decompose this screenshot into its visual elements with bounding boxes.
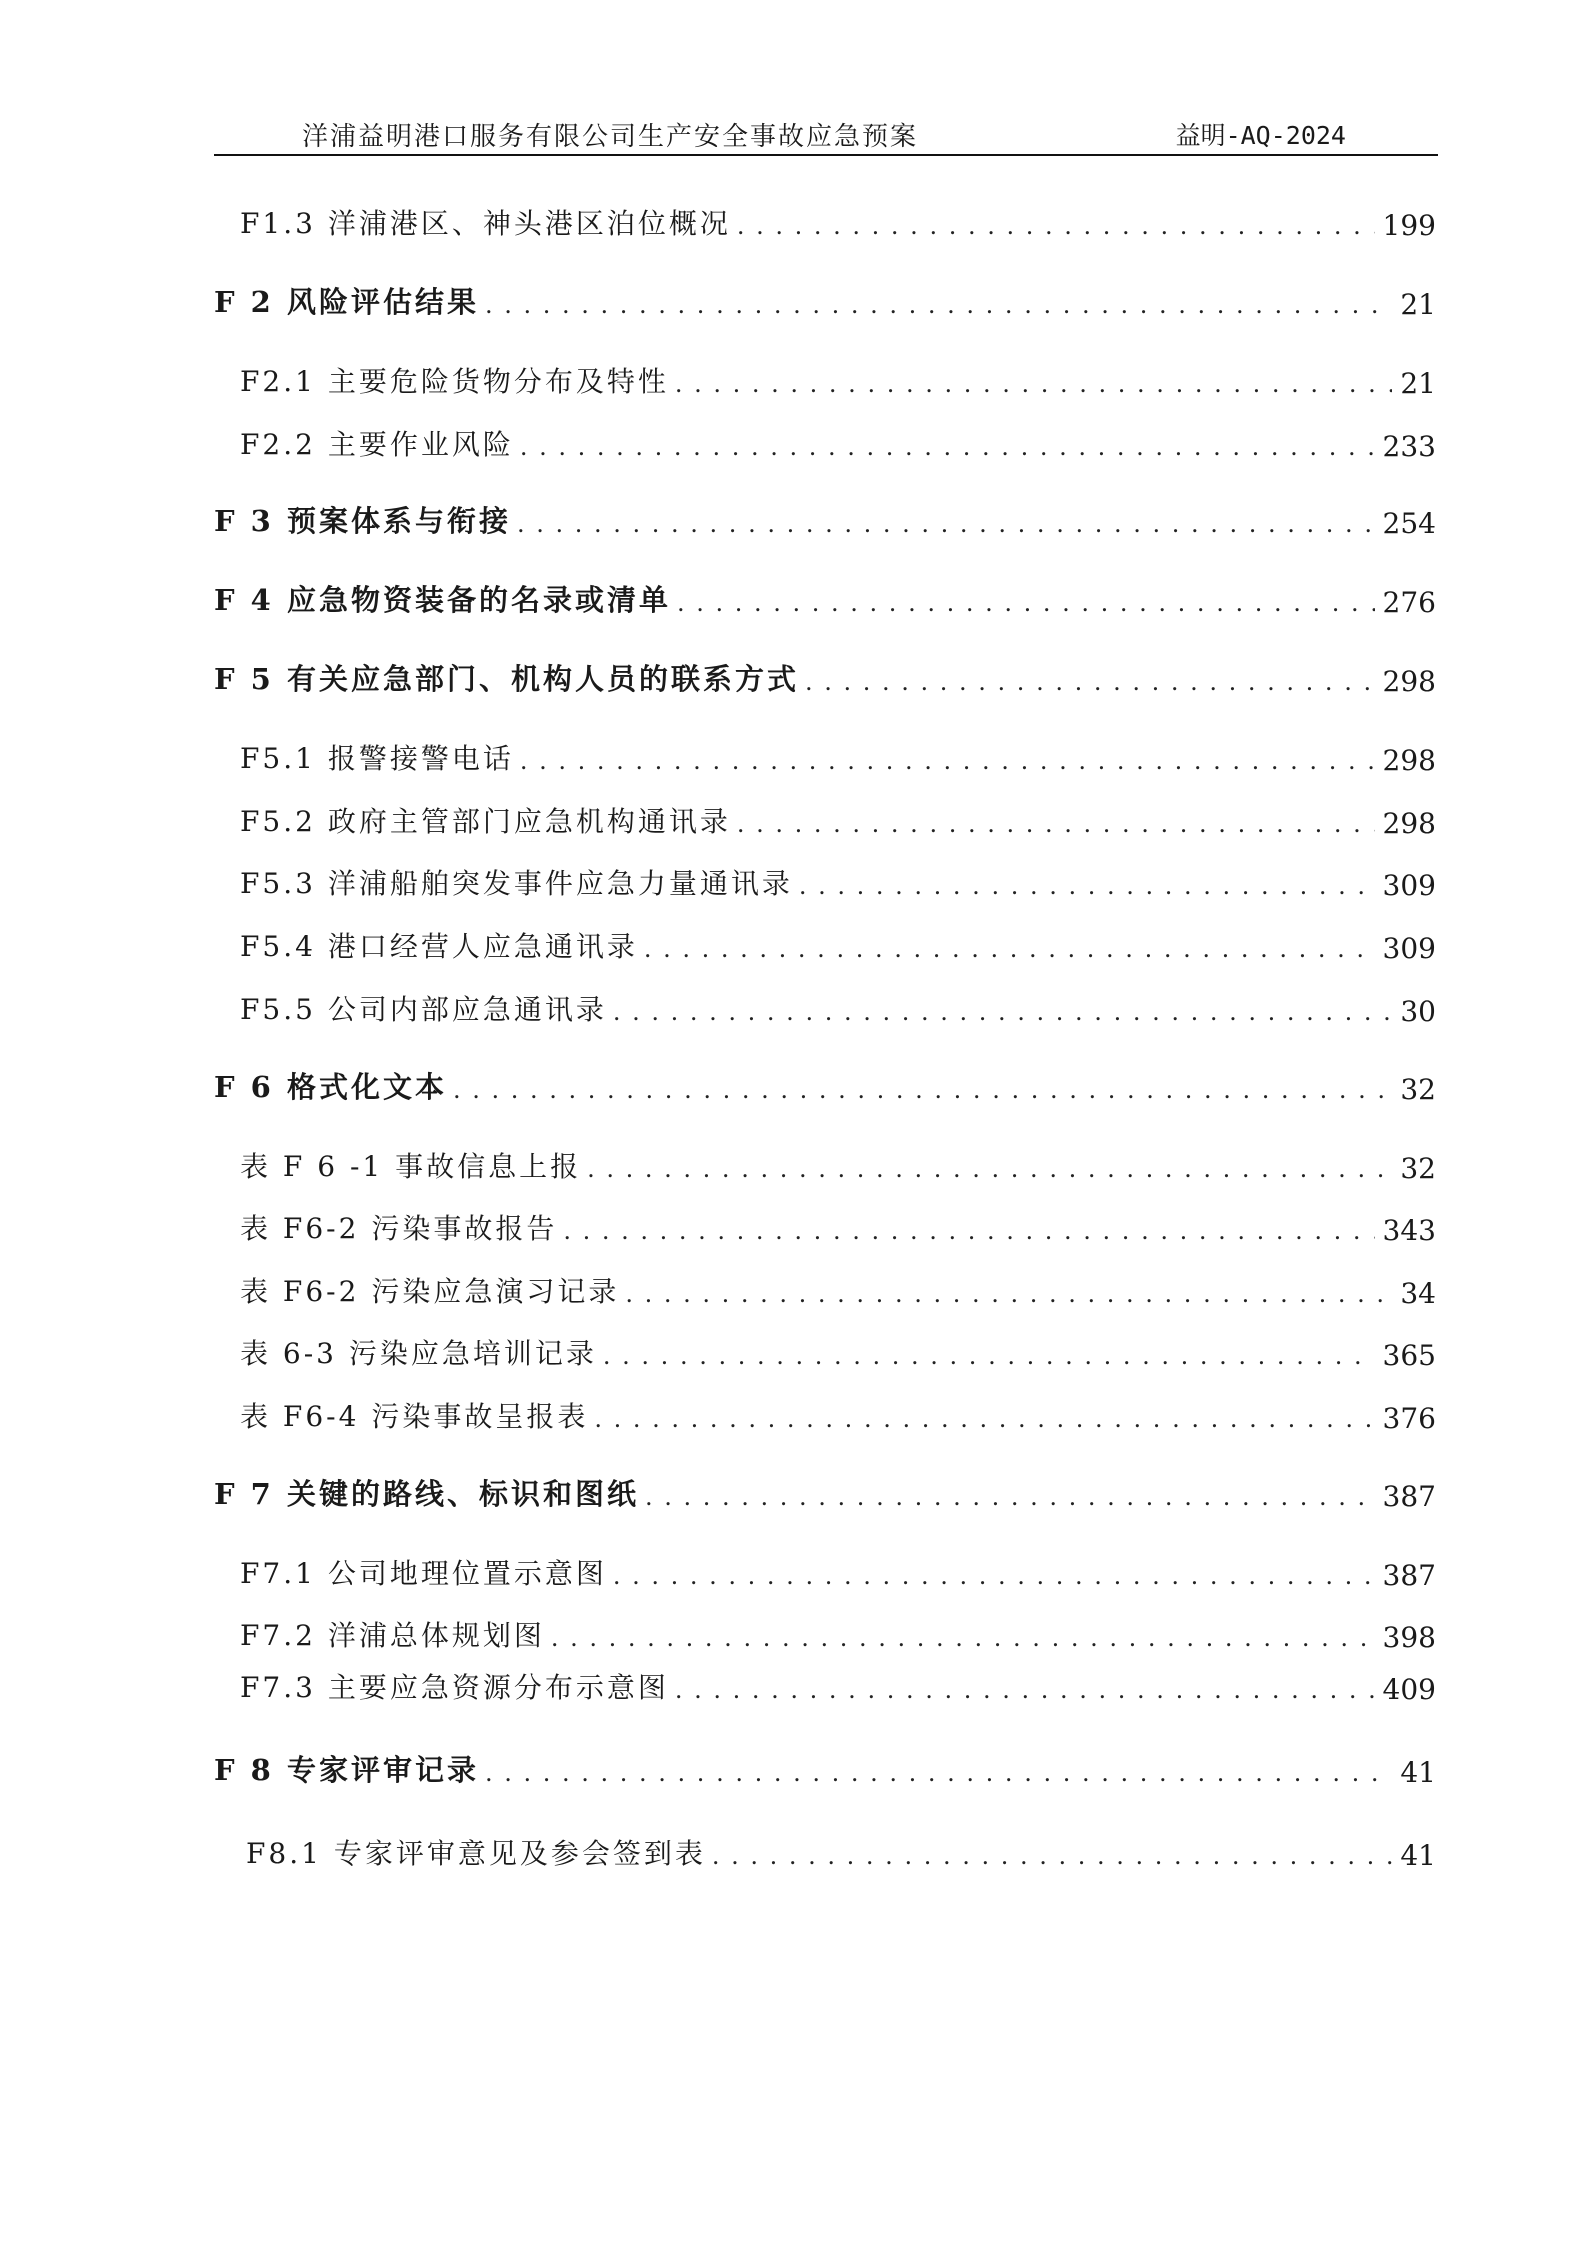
toc-leader-dots bbox=[563, 1217, 1374, 1247]
toc-entry-label: F5.2 政府主管部门应急机构通讯录 bbox=[240, 800, 737, 840]
toc-leader-dots bbox=[799, 872, 1375, 902]
toc-page-number: 199 bbox=[1375, 209, 1436, 242]
header-divider bbox=[214, 154, 1438, 156]
toc-page-number: 41 bbox=[1392, 1839, 1436, 1872]
toc-page-number: 233 bbox=[1375, 430, 1436, 463]
toc-entry[interactable] bbox=[246, 1830, 1436, 1872]
toc-leader-dots bbox=[603, 1342, 1375, 1372]
toc-leader-dots bbox=[805, 668, 1375, 698]
toc-entry[interactable] bbox=[214, 577, 1436, 619]
toc-entry[interactable] bbox=[240, 1612, 1436, 1654]
header-title: 洋浦益明港口服务有限公司生产安全事故应急预案 bbox=[302, 122, 919, 152]
toc-entry-label: F7.3 主要应急资源分布示意图 bbox=[240, 1666, 675, 1706]
toc-entry[interactable] bbox=[240, 200, 1436, 242]
toc-leader-dots bbox=[675, 370, 1393, 400]
toc-page-number: 365 bbox=[1375, 1339, 1436, 1372]
toc-page-number: 32 bbox=[1392, 1152, 1436, 1185]
toc-entry[interactable] bbox=[240, 1205, 1436, 1247]
toc-leader-dots bbox=[737, 212, 1375, 242]
page-header bbox=[214, 108, 1436, 156]
toc-page-number: 32 bbox=[1392, 1073, 1436, 1106]
toc-entry[interactable] bbox=[240, 421, 1436, 463]
toc-leader-dots bbox=[613, 998, 1393, 1028]
toc-entry-label: 表 F6-2 污染事故报告 bbox=[240, 1207, 563, 1247]
toc-leader-dots bbox=[677, 589, 1375, 619]
toc-entry-label: F 6 格式化文本 bbox=[214, 1065, 453, 1106]
toc-entry-label: 表 F6-2 污染应急演习记录 bbox=[240, 1270, 625, 1310]
toc-entry-label: F 2 风险评估结果 bbox=[214, 280, 485, 321]
toc-entry-label: F7.2 洋浦总体规划图 bbox=[240, 1614, 551, 1654]
toc-leader-dots bbox=[520, 747, 1375, 777]
toc-entry[interactable] bbox=[240, 1330, 1436, 1372]
toc-entry[interactable] bbox=[240, 923, 1436, 965]
toc-page-number: 41 bbox=[1392, 1756, 1436, 1789]
toc-entry[interactable] bbox=[240, 735, 1436, 777]
toc-entry[interactable] bbox=[240, 1664, 1436, 1706]
toc-entry[interactable] bbox=[240, 986, 1436, 1028]
toc-entry-label: F 8 专家评审记录 bbox=[214, 1748, 485, 1789]
toc-entry[interactable] bbox=[214, 498, 1436, 540]
toc-leader-dots bbox=[520, 433, 1375, 463]
toc-page-number: 343 bbox=[1375, 1214, 1436, 1247]
toc-page-number: 309 bbox=[1375, 932, 1436, 965]
toc-entry-label: F 5 有关应急部门、机构人员的联系方式 bbox=[214, 657, 805, 698]
header-document-code: 益明-AQ-2024 bbox=[1175, 121, 1346, 150]
toc-leader-dots bbox=[453, 1076, 1392, 1106]
toc-entry[interactable] bbox=[214, 279, 1436, 321]
toc-page-number: 34 bbox=[1392, 1277, 1436, 1310]
toc-leader-dots bbox=[485, 1759, 1392, 1789]
toc-entry-label: 表 6-3 污染应急培训记录 bbox=[240, 1332, 603, 1372]
toc-leader-dots bbox=[517, 510, 1375, 540]
toc-entry[interactable] bbox=[240, 860, 1436, 902]
toc-page-number: 309 bbox=[1375, 869, 1436, 902]
toc-entry-label: F 4 应急物资装备的名录或清单 bbox=[214, 578, 677, 619]
toc-leader-dots bbox=[551, 1624, 1375, 1654]
toc-page-number: 298 bbox=[1375, 744, 1436, 777]
toc-entry[interactable] bbox=[240, 798, 1436, 840]
toc-page-number: 21 bbox=[1392, 288, 1436, 321]
toc-page-number: 276 bbox=[1375, 586, 1436, 619]
toc-entry-label: F5.5 公司内部应急通讯录 bbox=[240, 988, 613, 1028]
toc-entry-label: F2.1 主要危险货物分布及特性 bbox=[240, 360, 675, 400]
toc-entry[interactable] bbox=[214, 1747, 1436, 1789]
toc-leader-dots bbox=[645, 1483, 1375, 1513]
toc-page-number: 30 bbox=[1392, 995, 1436, 1028]
toc-entry-label: F 7 关键的路线、标识和图纸 bbox=[214, 1472, 645, 1513]
toc-leader-dots bbox=[644, 935, 1375, 965]
toc-entry-label: F2.2 主要作业风险 bbox=[240, 423, 520, 463]
toc-entry-label: F 3 预案体系与衔接 bbox=[214, 499, 517, 540]
toc-entry[interactable] bbox=[214, 1064, 1436, 1106]
toc-leader-dots bbox=[675, 1676, 1375, 1706]
toc-page-number: 387 bbox=[1375, 1559, 1436, 1592]
toc-entry-label: F1.3 洋浦港区、神头港区泊位概况 bbox=[240, 202, 737, 242]
toc-entry[interactable] bbox=[214, 656, 1436, 698]
toc-leader-dots bbox=[712, 1842, 1393, 1872]
toc-entry[interactable] bbox=[240, 1550, 1436, 1592]
toc-entry-label: 表 F6-4 污染事故呈报表 bbox=[240, 1395, 594, 1435]
toc-page-number: 298 bbox=[1375, 807, 1436, 840]
toc-leader-dots bbox=[587, 1155, 1392, 1185]
toc-page-number: 409 bbox=[1375, 1673, 1436, 1706]
toc-page-number: 298 bbox=[1375, 665, 1436, 698]
toc-page-number: 376 bbox=[1375, 1402, 1436, 1435]
toc-page-number: 398 bbox=[1375, 1621, 1436, 1654]
toc-leader-dots bbox=[594, 1405, 1374, 1435]
toc-entry[interactable] bbox=[214, 1471, 1436, 1513]
toc-entry[interactable] bbox=[240, 1268, 1436, 1310]
toc-entry-label: F8.1 专家评审意见及参会签到表 bbox=[246, 1832, 712, 1872]
toc-leader-dots bbox=[485, 291, 1392, 321]
toc-entry-label: F5.3 洋浦船舶突发事件应急力量通讯录 bbox=[240, 862, 799, 902]
toc-entry[interactable] bbox=[240, 358, 1436, 400]
toc-entry[interactable] bbox=[240, 1393, 1436, 1435]
toc-page-number: 21 bbox=[1392, 367, 1436, 400]
toc-page-number: 254 bbox=[1375, 507, 1436, 540]
toc-leader-dots bbox=[613, 1562, 1375, 1592]
toc-leader-dots bbox=[625, 1280, 1392, 1310]
toc-entry[interactable] bbox=[240, 1143, 1436, 1185]
toc-entry-label: F5.1 报警接警电话 bbox=[240, 737, 520, 777]
toc-page-number: 387 bbox=[1375, 1480, 1436, 1513]
toc-entry-label: F7.1 公司地理位置示意图 bbox=[240, 1552, 613, 1592]
toc-leader-dots bbox=[737, 810, 1375, 840]
toc-entry-label: 表 F 6 -1 事故信息上报 bbox=[240, 1145, 587, 1185]
toc-entry-label: F5.4 港口经营人应急通讯录 bbox=[240, 925, 644, 965]
